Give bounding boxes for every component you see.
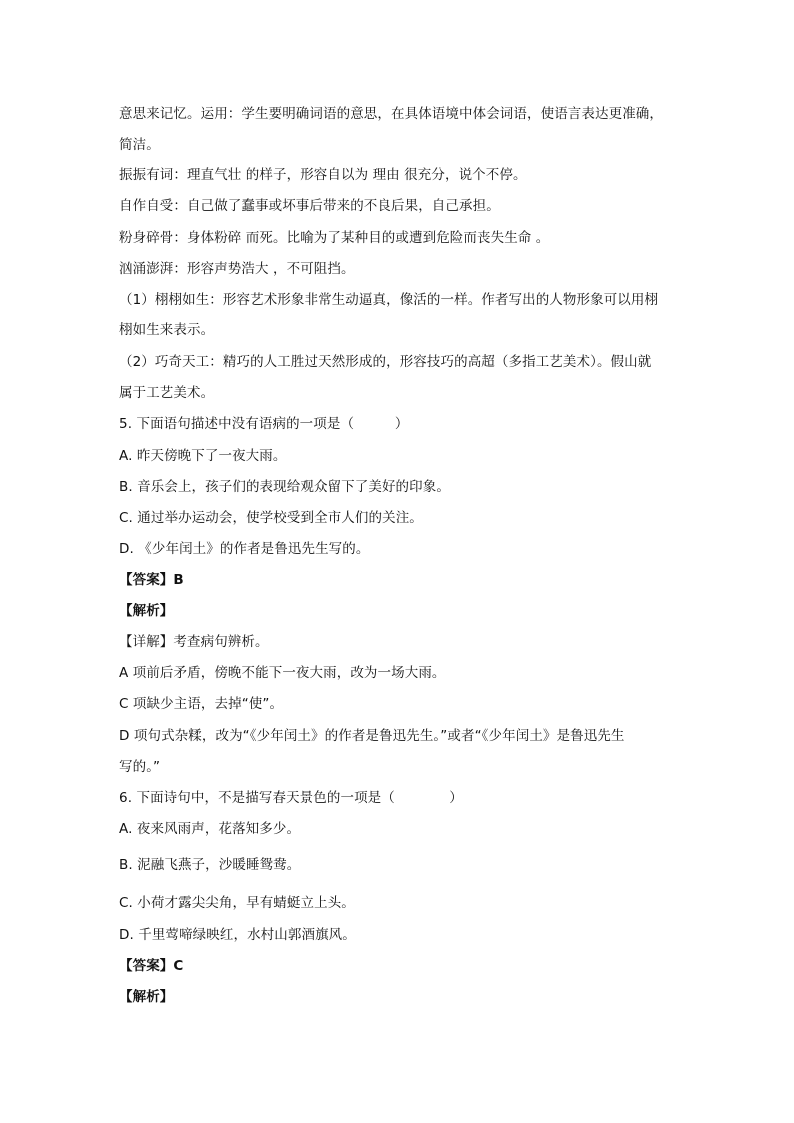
text-line: 简洁。 [119, 137, 160, 153]
text-line: 意思来记忆。运用：学生要明确词语的意思，在具体语境中体会词语，使语言表达更准确， [119, 106, 663, 122]
text-line: （2）巧奇天工：精巧的人工胜过天然形成的，形容技巧的高超（多指工艺美术）。假山就 [119, 354, 652, 370]
text-line: （1）栩栩如生：形容艺术形象非常生动逼真，像活的一样。作者写出的人物形象可以用栩 [119, 292, 659, 308]
explanation-d: D 项句式杂糅，改为“《少年闰土》的作者是鲁迅先生。”或者“《少年闰土》是鲁迅先生 [119, 728, 625, 744]
answer-label: 【答案】C [119, 958, 184, 974]
option-c: C. 小荷才露尖尖角，早有蜻蜓立上头。 [119, 895, 355, 911]
explanation-d-cont: 写的。” [119, 759, 161, 775]
text-line: 栩如生来表示。 [119, 322, 215, 338]
text-line: 汹涌澎湃：形容声势浩大 ，不可阻挡。 [119, 261, 355, 277]
analysis-label: 【解析】 [119, 989, 174, 1005]
option-d: D. 千里莺啼绿映红，水村山郭酒旗风。 [119, 927, 356, 943]
text-line: 振振有词：理直气壮 的样子，形容自以为 理由 很充分，说个不停。 [119, 167, 527, 183]
option-b: B. 音乐会上，孩子们的表现给观众留下了美好的印象。 [119, 479, 450, 495]
text-line: 自作自受：自己做了蠢事或坏事后带来的不良后果，自己承担。 [119, 198, 500, 214]
explanation-c: C 项缺少主语，去掉“使”。 [119, 696, 284, 712]
explanation-a: A 项前后矛盾，傍晚不能下一夜大雨，改为一场大雨。 [119, 665, 446, 681]
option-a: A. 夜来风雨声，花落知多少。 [119, 821, 301, 837]
question-6: 6. 下面诗句中，不是描写春天景色的一项是（ ） [119, 790, 463, 806]
question-5: 5. 下面语句描述中没有语病的一项是（ ） [119, 416, 409, 432]
text-line: 粉身碎骨：身体粉碎 而死。比喻为了某种目的或遭到危险而丧失生命 。 [119, 230, 550, 246]
detail-explanation: 【详解】考查病句辨析。 [119, 634, 269, 650]
option-c: C. 通过举办运动会，使学校受到全市人们的关注。 [119, 510, 423, 526]
option-b: B. 泥融飞燕子，沙暖睡鸳鸯。 [119, 857, 301, 873]
option-d: D. 《少年闰土》的作者是鲁迅先生写的。 [119, 541, 370, 557]
option-a: A. 昨天傍晚下了一夜大雨。 [119, 448, 287, 464]
text-line: 属于工艺美术。 [119, 385, 215, 401]
answer-label: 【答案】B [119, 572, 184, 588]
analysis-label: 【解析】 [119, 603, 174, 619]
